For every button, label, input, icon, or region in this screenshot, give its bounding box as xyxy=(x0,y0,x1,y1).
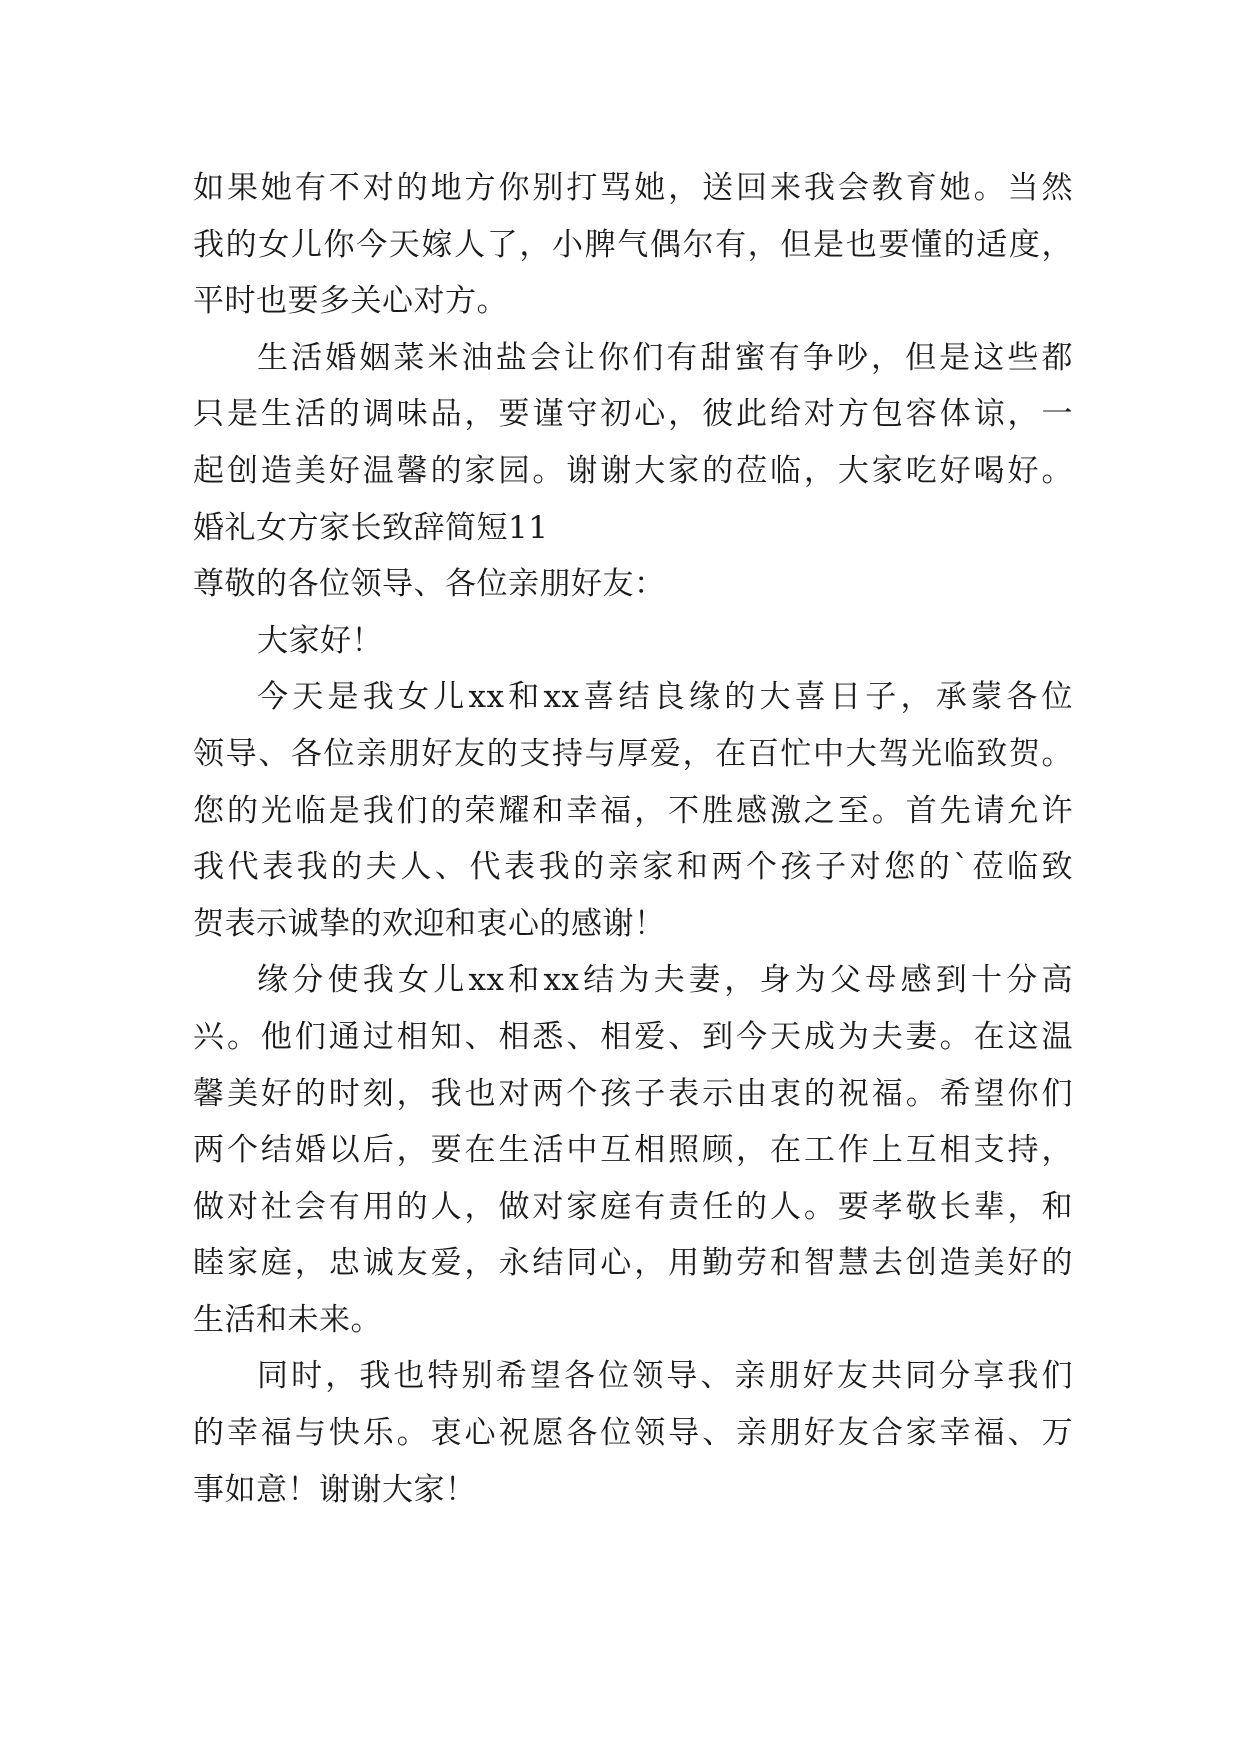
text-line: 睦家庭，忠诚友爱，永结同心，用勤劳和智慧去创造美好的 xyxy=(193,1245,1073,1282)
text-line: 您的光临是我们的荣耀和幸福，不胜感激之至。首先请允许 xyxy=(193,792,1073,829)
text-line: 只是生活的调味品，要谨守初心，彼此给对方包容体谅，一 xyxy=(193,396,1073,433)
salutation: 尊敬的各位领导、各位亲朋好友： xyxy=(193,566,666,603)
text-line: 我的女儿你今天嫁人了，小脾气偶尔有，但是也要懂的适度， xyxy=(193,226,1073,263)
text-line: 做对社会有用的人，做对家庭有责任的人。要孝敬长辈，和 xyxy=(193,1188,1073,1225)
text-line: 如果她有不对的地方你别打骂她，送回来我会教育她。当然 xyxy=(193,170,1073,206)
greeting: 大家好！ xyxy=(257,622,383,659)
text-line: 事如意！谢谢大家！ xyxy=(193,1471,477,1508)
text-line: 贺表示诚挚的欢迎和衷心的感谢！ xyxy=(193,905,666,942)
text-line: 两个结婚以后，要在生活中互相照顾，在工作上互相支持， xyxy=(193,1132,1073,1169)
text-line: 缘分使我女儿xx和xx结为夫妻，身为父母感到十分高 xyxy=(257,962,1073,999)
text-line: 同时，我也特别希望各位领导、亲朋好友共同分享我们 xyxy=(257,1358,1073,1395)
text-line: 平时也要多关心对方。 xyxy=(193,283,508,320)
text-line: 生活婚姻菜米油盐会让你们有甜蜜有争吵，但是这些都 xyxy=(257,339,1073,376)
document-page xyxy=(193,160,1073,1518)
text-line: 今天是我女儿xx和xx喜结良缘的大喜日子，承蒙各位 xyxy=(257,679,1073,716)
text-line: 馨美好的时刻，我也对两个孩子表示由衷的祝福。希望你们 xyxy=(193,1075,1073,1112)
text-line: 兴。他们通过相知、相悉、相爱、到今天成为夫妻。在这温 xyxy=(193,1018,1073,1055)
text-line: 我代表我的夫人、代表我的亲家和两个孩子对您的`莅临致 xyxy=(193,849,1073,886)
text-line: 领导、各位亲朋好友的支持与厚爱，在百忙中大驾光临致贺。 xyxy=(193,735,1073,772)
text-line: 的幸福与快乐。衷心祝愿各位领导、亲朋好友合家幸福、万 xyxy=(193,1415,1073,1452)
section-heading: 婚礼女方家长致辞简短11 xyxy=(193,509,549,546)
text-line: 生活和未来。 xyxy=(193,1301,382,1338)
text-line: 起创造美好温馨的家园。谢谢大家的莅临，大家吃好喝好。 xyxy=(193,452,1073,489)
